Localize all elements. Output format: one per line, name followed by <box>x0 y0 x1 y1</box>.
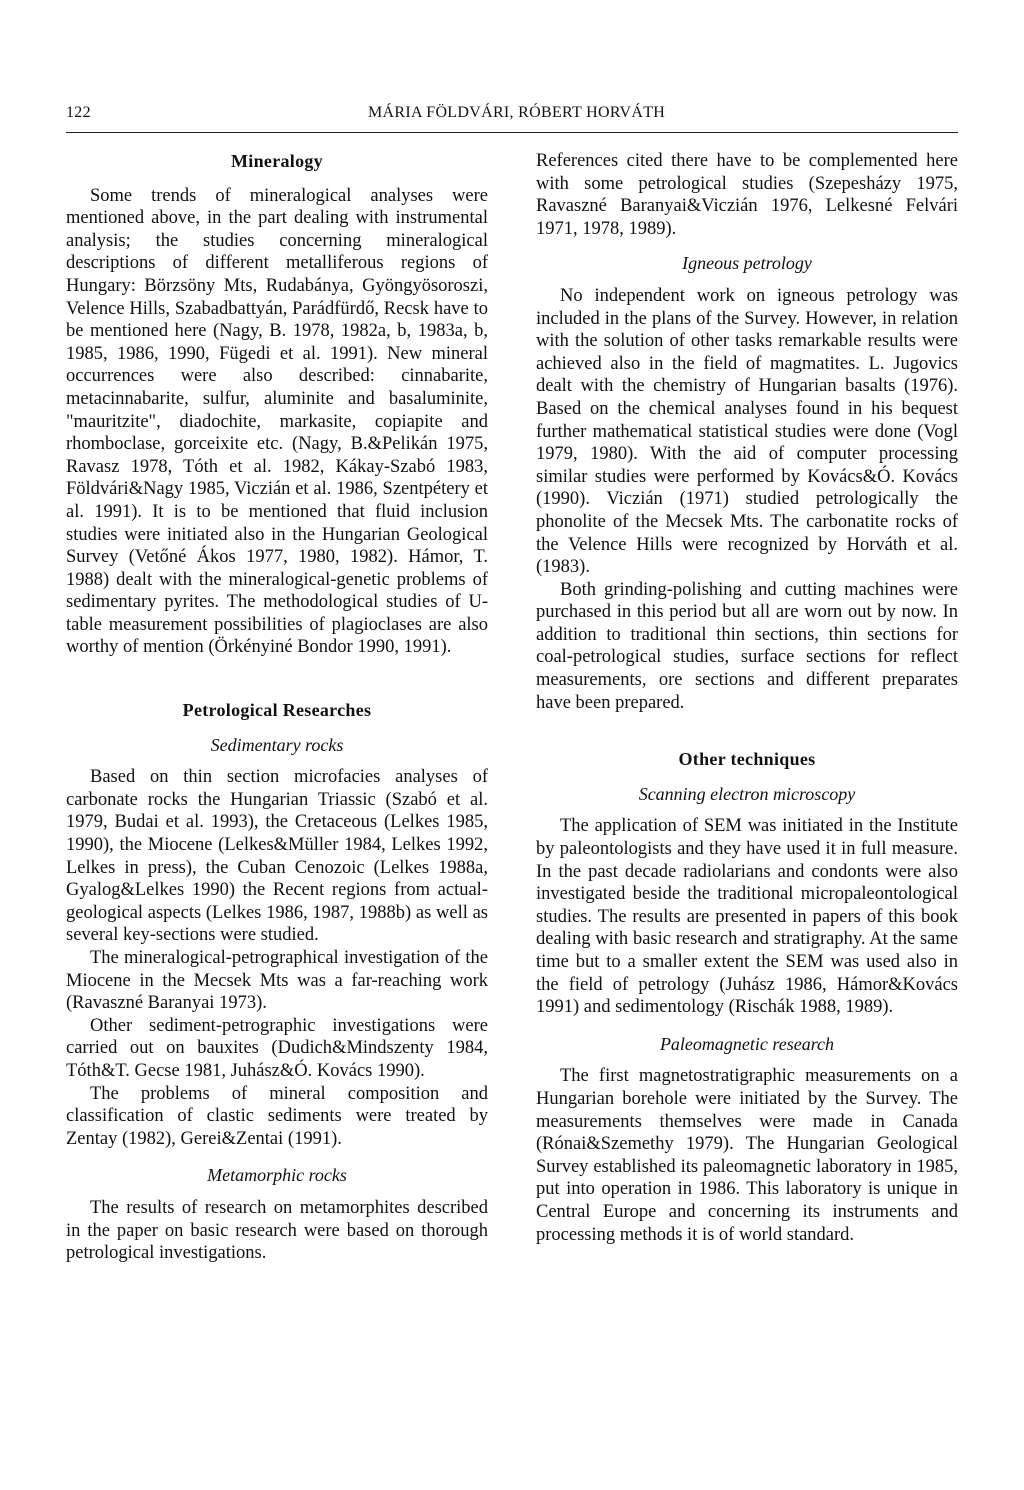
header-rule <box>66 132 958 133</box>
page-number: 122 <box>66 104 91 121</box>
paragraph-igneous-1: No independent work on igneous petrology was included in the plans of the Survey. However, in relation with the solution of other tasks remarkable results were achieved also in the field of magmatites. L. Jugovics dealt with the chemistry of Hungarian basalts (1976). Based on the chemical analyses found in his bequest further mathematical statistical studies were done (Vogl 1979, 1980). With the aid of computer processing similar studies were performed by Kovács&Ó. Kovács (1990). Viczián (1971) studied petrologically the phonolite of the Mecsek Mts. The carbonatite rocks of the Velence Hills were recognized by Horváth et al. (1983). <box>536 285 958 578</box>
subsection-heading-sem: Scanning electron microscopy <box>638 783 856 804</box>
paragraph-sedimentary-2: The mineralogical-petrographical investigation of the Miocene in the Mecsek Mts was a far-reaching work (Ravaszné Baranyai 1973). <box>66 948 488 1014</box>
paragraph-references: References cited there have to be complemented here with some petrological studies (Szepesházy 1975, Ravaszné Baranyai&Viczián 1976, Lelkesné Felvári 1971, 1978, 1989). <box>536 151 958 239</box>
paragraph-paleomagnetic: The first magnetostratigraphic measurements on a Hungarian borehole were initiated by the Survey. The measurements themselves were made in Canada (Rónai&Szemethy 1979). The Hungarian Geological Survey established its paleomagnetic laboratory in 1985, put into operation in 1986. This laboratory is unique in Central Europe and concerning its instruments and processing methods it is of world standard. <box>536 1066 958 1245</box>
paragraph-sem: The application of SEM was initiated in the Institute by paleontologists and they have used it in full measure. In the past decade radiolarians and condonts were also investigated beside the traditional micropaleontological studies. The results are presented in papers of this book dealing with basic research and stratigraphy. At the same time but to a smaller extent the SEM was used also in the field of petrology (Juhász 1986, Hámor&Kovács 1991) and sedimentology (Rischák 1988, 1989). <box>536 816 958 1018</box>
subsection-heading-paleomagnetic: Paleomagnetic research <box>659 1033 835 1054</box>
section-heading-mineralogy: Mineralogy <box>231 151 323 171</box>
paragraph-sedimentary-1: Based on thin section microfacies analyses of carbonate rocks the Hungarian Triassic (Szabó et al. 1979, Budai et al. 1993), the Cretaceous (Lelkes 1985, 1990), the Miocene (Lelkes&Müller 1984, Lelkes 1992, Lelkes in press), the Cuban Cenozoic (Lelkes 1988a, Gyalog&Lelkes 1990) the Recent regions from actual-geological aspects (Lelkes 1986, 1987, 1988b) as well as several key-sections were studied. <box>66 767 488 946</box>
right-column <box>536 150 958 1246</box>
left-column <box>66 150 488 1265</box>
page-header <box>66 104 958 128</box>
paragraph-sedimentary-3: Other sediment-petrographic investigations were carried out on bauxites (Dudich&Mindszenty 1984, Tóth&T. Gecse 1981, Juhász&Ó. Kovács 1990). <box>66 1015 488 1081</box>
running-head: MÁRIA FÖLDVÁRI, RÓBERT HORVÁTH <box>368 104 666 121</box>
subsection-heading-igneous: Igneous petrology <box>682 253 812 274</box>
subsection-heading-sedimentary: Sedimentary rocks <box>210 734 344 755</box>
section-heading-other-techniques: Other techniques <box>678 749 816 770</box>
paragraph-igneous-2: Both grinding-polishing and cutting machines were purchased in this period but all are worn out by now. In addition to traditional thin sections, thin sections for coal-petrological studies, surface sections for reflect measurements, ore sections and different preparates have been prepared. <box>536 579 958 713</box>
paragraph-mineralogy: Some trends of mineralogical analyses were mentioned above, in the part dealing with instrumental analysis; the studies concerning mineralogical descriptions of different metalliferous regions of Hungary: Börzsöny Mts, Rudabánya, Gyöngyösoroszi, Velence Hills, Szabadbattyán, Parádfürdő, Recsk have to be mentioned here (Nagy, B. 1978, 1982a, b, 1983a, b, 1985, 1986, 1990, Fügedi et al. 1991). New mineral occurrences were also described: cinnabarite, metacinnabarite, sulfur, aluminite and basaluminite, "mauritzite", diadochite, markasite, copiapite and rhomboclase, gorceixite etc. (Nagy, B.&Pelikán 1975, Ravasz 1978, Tóth et al. 1982, Kákay-Szabó 1983, Földvári&Nagy 1985, Viczián et al. 1986, Szentpétery et al. 1991). It is to be mentioned that fluid inclusion studies were initiated also in the Hungarian Geological Survey (Vetőné Ákos 1977, 1980, 1982). Hámor, T. 1988) dealt with the mineralogical-genetic problems of sedimentary pyrites. The methodological studies of U-table measurement possibilities of plagioclases are also worthy of mention (Örkényiné Bondor 1990, 1991). <box>66 185 488 658</box>
paragraph-sedimentary-4: The problems of mineral composition and classification of clastic sediments were treated by Zentay (1982), Gerei&Zentai (1991). <box>66 1083 488 1149</box>
subsection-heading-metamorphic: Metamorphic rocks <box>207 1165 347 1186</box>
paragraph-metamorphic: The results of research on metamorphites described in the paper on basic research were based on thorough petrological investigations. <box>66 1197 488 1264</box>
section-heading-petrological: Petrological Researches <box>182 700 372 721</box>
